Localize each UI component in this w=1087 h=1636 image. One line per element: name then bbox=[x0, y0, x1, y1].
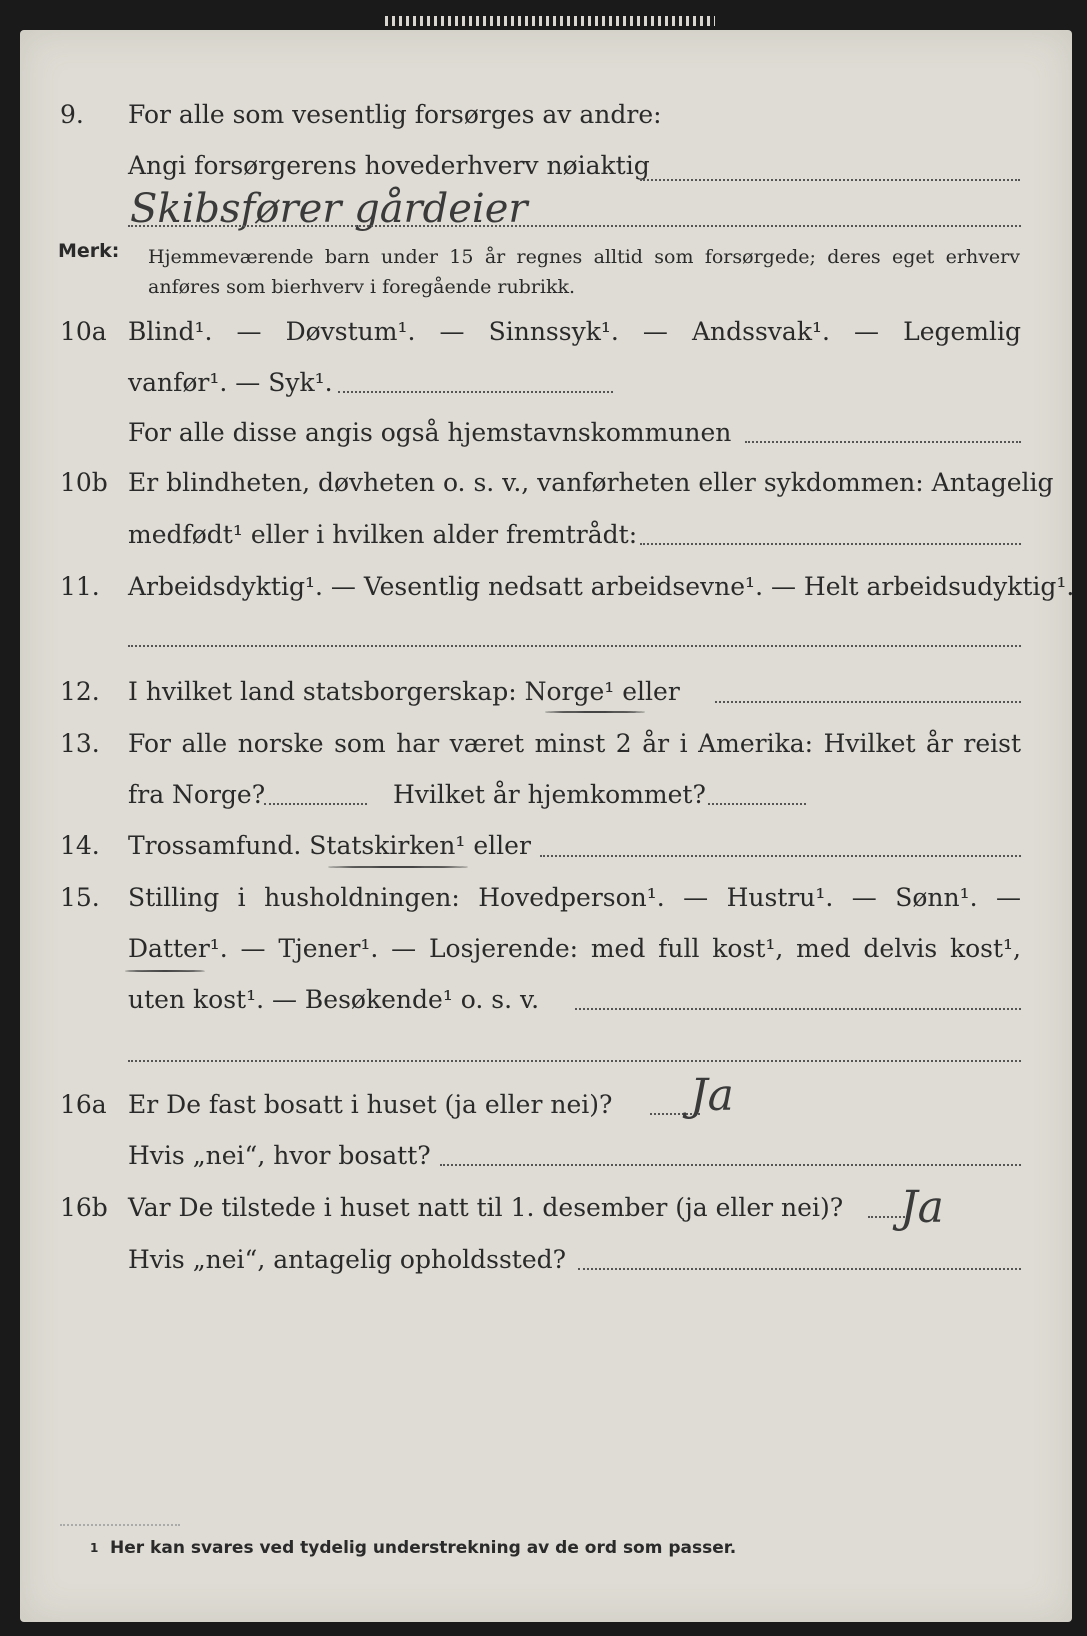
question-text: Trossamfund. Statskirken¹ eller bbox=[128, 831, 531, 860]
answer-dotted-line bbox=[578, 1268, 1021, 1270]
footnote-marker: 1 bbox=[90, 1541, 99, 1555]
answer-dotted-line bbox=[640, 543, 1021, 545]
answer-dotted-line bbox=[640, 179, 1020, 181]
question-text: Arbeidsdyktig¹. — Vesentlig nedsatt arbeidsevne¹. — Helt arbeidsudyktig¹. bbox=[128, 572, 1075, 601]
footnote-text: Her kan svares ved tydelig understrekning av de ord som passer. bbox=[110, 1538, 737, 1558]
handwritten-underline bbox=[328, 866, 468, 868]
question-number: 16a bbox=[60, 1090, 107, 1119]
question-text: For alle som vesentlig forsørges av andre: bbox=[128, 100, 662, 129]
question-number: 10b bbox=[60, 468, 108, 497]
handwritten-answer: Ja bbox=[690, 1070, 734, 1121]
answer-dotted-line bbox=[128, 1060, 1021, 1062]
question-text: I hvilket land statsborgerskap: Norge¹ eller bbox=[128, 677, 680, 706]
answer-dotted-line bbox=[715, 701, 1021, 703]
handwritten-answer: Skibsfører gårdeier bbox=[130, 186, 528, 232]
question-text: Blind¹. — Døvstum¹. — Sinnssyk¹. — Andssvak¹. — Legemlig bbox=[128, 317, 1021, 346]
question-text: Hvis „nei“, hvor bosatt? bbox=[128, 1141, 431, 1170]
question-number: 11. bbox=[60, 572, 100, 601]
question-number: 16b bbox=[60, 1193, 108, 1222]
handwritten-answer: Ja bbox=[900, 1182, 944, 1233]
question-text: Stilling i husholdningen: Hovedperson¹. — Hustru¹. — Sønn¹. — bbox=[128, 883, 1021, 912]
question-text: Var De tilstede i huset natt til 1. desember (ja eller nei)? bbox=[128, 1193, 844, 1222]
note-text: Hjemmeværende barn under 15 år regnes alltid som forsørgede; deres eget erhverv anføres som bierhverv i foregående rubrikk. bbox=[148, 246, 1020, 298]
question-text: For alle norske som har været minst 2 år i Amerika: Hvilket år reist bbox=[128, 729, 1021, 758]
question-text: Er blindheten, døvheten o. s. v., vanførheten eller sykdommen: Antagelig bbox=[128, 468, 1054, 497]
question-16a-row bbox=[0, 1090, 1087, 1138]
handwritten-underline bbox=[125, 970, 205, 972]
question-15-row-2 bbox=[0, 934, 1087, 982]
question-13-row bbox=[0, 729, 1087, 777]
question-text: medfødt¹ eller i hvilken alder fremtrådt: bbox=[128, 520, 638, 549]
answer-dotted-line bbox=[128, 225, 1021, 227]
question-text: Hvis „nei“, antagelig opholdssted? bbox=[128, 1245, 567, 1274]
question-number: 15. bbox=[60, 883, 100, 912]
note-label: Merk: bbox=[58, 240, 120, 262]
scan-top-marks bbox=[385, 16, 715, 26]
question-text: Angi forsørgerens hovederhverv nøiaktig bbox=[128, 151, 650, 180]
question-11-row bbox=[0, 572, 1087, 620]
handwritten-underline bbox=[545, 711, 645, 713]
question-text: uten kost¹. — Besøkende¹ o. s. v. bbox=[128, 985, 540, 1014]
answer-dotted-line bbox=[745, 441, 1021, 443]
answer-dotted-line bbox=[264, 803, 367, 805]
question-number: 10a bbox=[60, 317, 107, 346]
answer-dotted-line bbox=[338, 391, 613, 393]
question-9-row bbox=[0, 100, 1087, 148]
question-text: Datter¹. — Tjener¹. — Losjerende: med full kost¹, med delvis kost¹, bbox=[128, 934, 1021, 963]
faint-marks bbox=[60, 1520, 180, 1526]
answer-dotted-line bbox=[575, 1008, 1021, 1010]
question-text: Hvilket år hjemkommet? bbox=[393, 780, 706, 809]
question-text: Er De fast bosatt i huset (ja eller nei)? bbox=[128, 1090, 613, 1119]
answer-dotted-line bbox=[128, 645, 1021, 647]
answer-dotted-line bbox=[440, 1164, 1021, 1166]
question-text: For alle disse angis også hjemstavnskommunen bbox=[128, 418, 732, 447]
question-number: 13. bbox=[60, 729, 100, 758]
answer-dotted-line bbox=[708, 803, 806, 805]
question-13-row-2 bbox=[0, 780, 1087, 828]
question-10b-row bbox=[0, 468, 1087, 516]
question-number: 9. bbox=[60, 100, 84, 129]
question-text: fra Norge? bbox=[128, 780, 266, 809]
answer-dotted-line bbox=[540, 855, 1021, 857]
question-number: 14. bbox=[60, 831, 100, 860]
question-15-row bbox=[0, 883, 1087, 931]
question-10a-row bbox=[0, 317, 1087, 365]
question-number: 12. bbox=[60, 677, 100, 706]
question-text: vanfør¹. — Syk¹. bbox=[128, 368, 333, 397]
